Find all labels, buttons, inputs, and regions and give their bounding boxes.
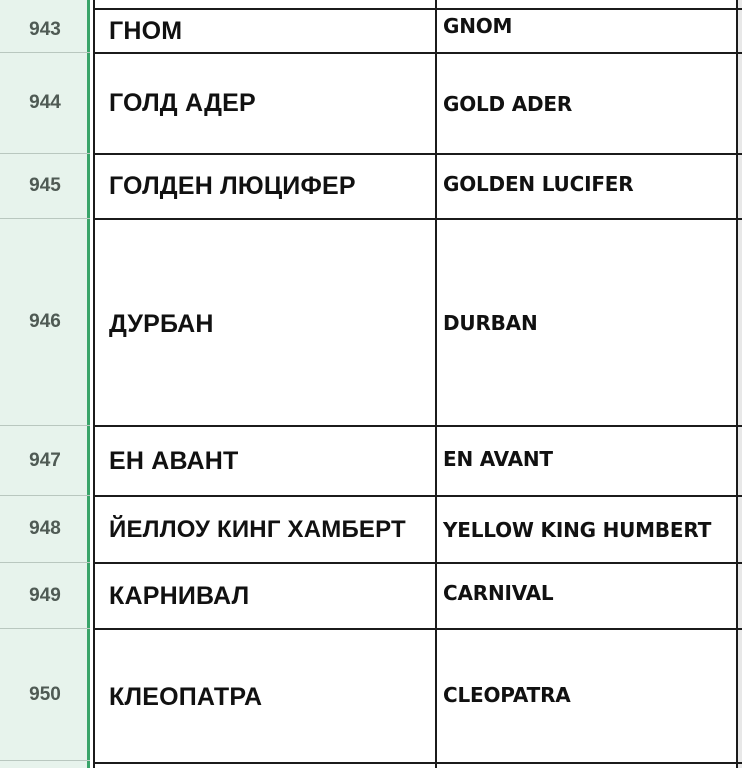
- cell-text: YELLOW KING HUMBERT: [443, 517, 712, 542]
- row-header-947[interactable]: [0, 426, 90, 496]
- next-column-edge: [738, 0, 742, 768]
- row-border: [93, 52, 742, 54]
- cell-text: CARNIVAL: [443, 581, 554, 605]
- cell-text: ЕН АВАНТ: [109, 446, 239, 475]
- cell-russian-name[interactable]: [95, 629, 435, 761]
- row-border: [93, 562, 742, 564]
- cell-text: ГОЛД АДЕР: [109, 89, 256, 117]
- row-border: [93, 762, 742, 764]
- row-number: 944: [29, 92, 61, 113]
- cell-text: КЛЕОПАТРА: [109, 682, 263, 711]
- cell-text: EN AVANT: [443, 447, 553, 471]
- row-border: [93, 628, 742, 630]
- row-header-948[interactable]: [0, 496, 90, 563]
- row-header-944[interactable]: [0, 53, 90, 154]
- row-header-950[interactable]: [0, 629, 90, 761]
- row-border: [93, 218, 742, 220]
- cell-russian-name[interactable]: [95, 154, 435, 219]
- cell-english-name[interactable]: [437, 219, 740, 426]
- cell-text: ГНОМ: [109, 17, 183, 45]
- cell-russian-name[interactable]: [95, 563, 435, 629]
- row-border: [93, 425, 742, 427]
- row-header-949[interactable]: [0, 563, 90, 629]
- cell-text: GOLDEN LUCIFER: [443, 171, 634, 196]
- row-header-945[interactable]: [0, 154, 90, 219]
- cell-text: DURBAN: [443, 310, 538, 335]
- row-header-946[interactable]: [0, 219, 90, 426]
- cell-text: GOLD ADER: [443, 91, 573, 116]
- row-number: 948: [29, 518, 61, 539]
- column-border-middle: [435, 0, 437, 768]
- cell-english-name[interactable]: [437, 53, 740, 154]
- cell-english-name[interactable]: [437, 629, 740, 761]
- cell-text: ДУРБАН: [109, 310, 214, 338]
- cell-text: КАРНИВАЛ: [109, 581, 250, 610]
- row-border: [93, 495, 742, 497]
- row-border: [93, 8, 742, 10]
- cell-russian-name[interactable]: [95, 496, 435, 563]
- cell-english-name[interactable]: [437, 496, 740, 563]
- cell-english-name[interactable]: [437, 426, 740, 496]
- cell-russian-name[interactable]: [95, 426, 435, 496]
- column-border-left: [93, 0, 95, 768]
- cell-text: CLEOPATRA: [443, 683, 571, 707]
- cell-text: ЙЕЛЛОУ КИНГ ХАМБЕРТ: [109, 515, 406, 543]
- row-number: 945: [29, 175, 61, 196]
- row-number: 950: [29, 683, 61, 705]
- cell-text: GNOM: [443, 14, 513, 38]
- cell-russian-name[interactable]: [95, 53, 435, 154]
- row-number: 943: [29, 19, 61, 40]
- row-header-943[interactable]: [0, 0, 90, 53]
- row-number: 949: [29, 584, 61, 606]
- cell-russian-name[interactable]: [95, 219, 435, 426]
- row-number: 946: [29, 311, 61, 332]
- cell-text: ГОЛДЕН ЛЮЦИФЕР: [109, 172, 356, 200]
- cell-english-name[interactable]: [437, 563, 740, 629]
- row-number: 947: [29, 449, 61, 471]
- cell-english-name[interactable]: [437, 154, 740, 219]
- row-border: [93, 153, 742, 155]
